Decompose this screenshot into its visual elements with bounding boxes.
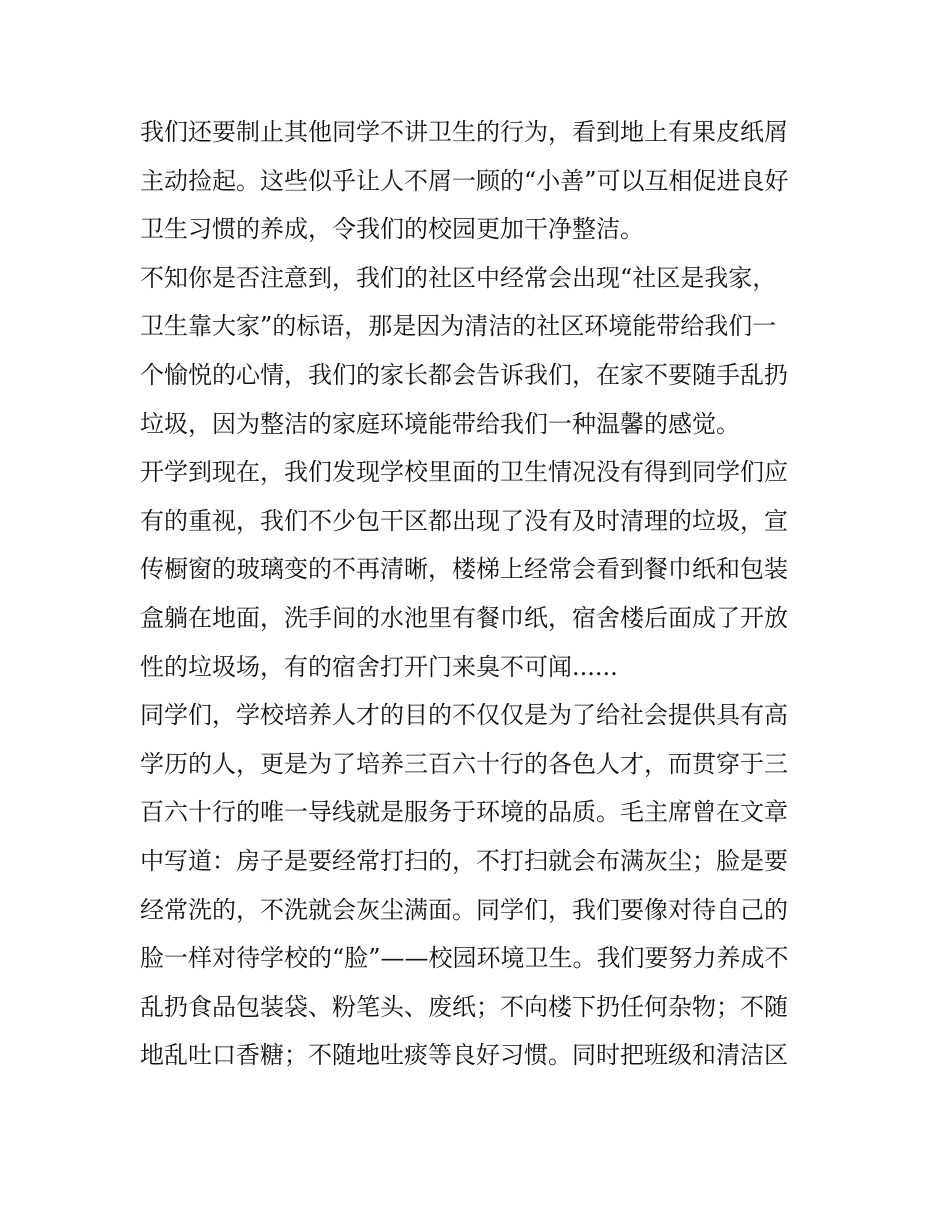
text-line: 我们还要制止其他同学不讲卫生的行为，看到地上有果皮纸屑 [140, 118, 788, 146]
text-line: 主动捡起。这些似乎让人不屑一顾的“小善”可以互相促进良好 [140, 166, 789, 195]
text-line: 传橱窗的玻璃变的不再清晰，楼梯上经常会看到餐巾纸和包装 [140, 555, 788, 584]
text-line: 同学们，学校培养人才的目的不仅仅是为了给社会提供具有高 [140, 701, 788, 730]
text-line: 性的垃圾场，有的宿舍打开门来臭不可闻...... [140, 652, 618, 681]
text-line: 地乱吐口香糖；不随地吐痰等良好习惯。同时把班级和清洁区 [140, 1041, 788, 1070]
text-line: 开学到现在，我们发现学校里面的卫生情况没有得到同学们应 [140, 458, 788, 487]
text-line: 不知你是否注意到，我们的社区中经常会出现“社区是我家， [140, 263, 777, 292]
text-line: 垃圾，因为整洁的家庭环境能带给我们一种温馨的感觉。 [140, 409, 740, 438]
text-line: 中写道：房子是要经常打扫的，不打扫就会布满灰尘；脸是要 [140, 846, 788, 875]
text-line: 百六十行的唯一导线就是服务于环境的品质。毛主席曾在文章 [140, 798, 788, 827]
text-line: 盒躺在地面，洗手间的水池里有餐巾纸，宿舍楼后面成了开放 [140, 603, 788, 632]
text-line: 经常洗的，不洗就会灰尘满面。同学们，我们要像对待自己的 [140, 895, 788, 924]
text-line: 脸一样对待学校的“脸”——校园环境卫生。我们要努力养成不 [140, 944, 789, 973]
text-line: 乱扔食品包装袋、粉笔头、废纸；不向楼下扔任何杂物；不随 [140, 992, 788, 1021]
text-line: 卫生习惯的养成，令我们的校园更加干净整洁。 [140, 215, 644, 244]
text-line: 个愉悦的心情，我们的家长都会告诉我们，在家不要随手乱扔 [140, 360, 788, 389]
text-line: 学历的人，更是为了培养三百六十行的各色人才，而贯穿于三 [140, 749, 788, 778]
text-line: 有的重视，我们不少包干区都出现了没有及时清理的垃圾，宣 [140, 506, 788, 535]
text-line: 卫生靠大家”的标语，那是因为清洁的社区环境能带给我们一 [140, 312, 777, 341]
document-body [140, 108, 820, 1080]
